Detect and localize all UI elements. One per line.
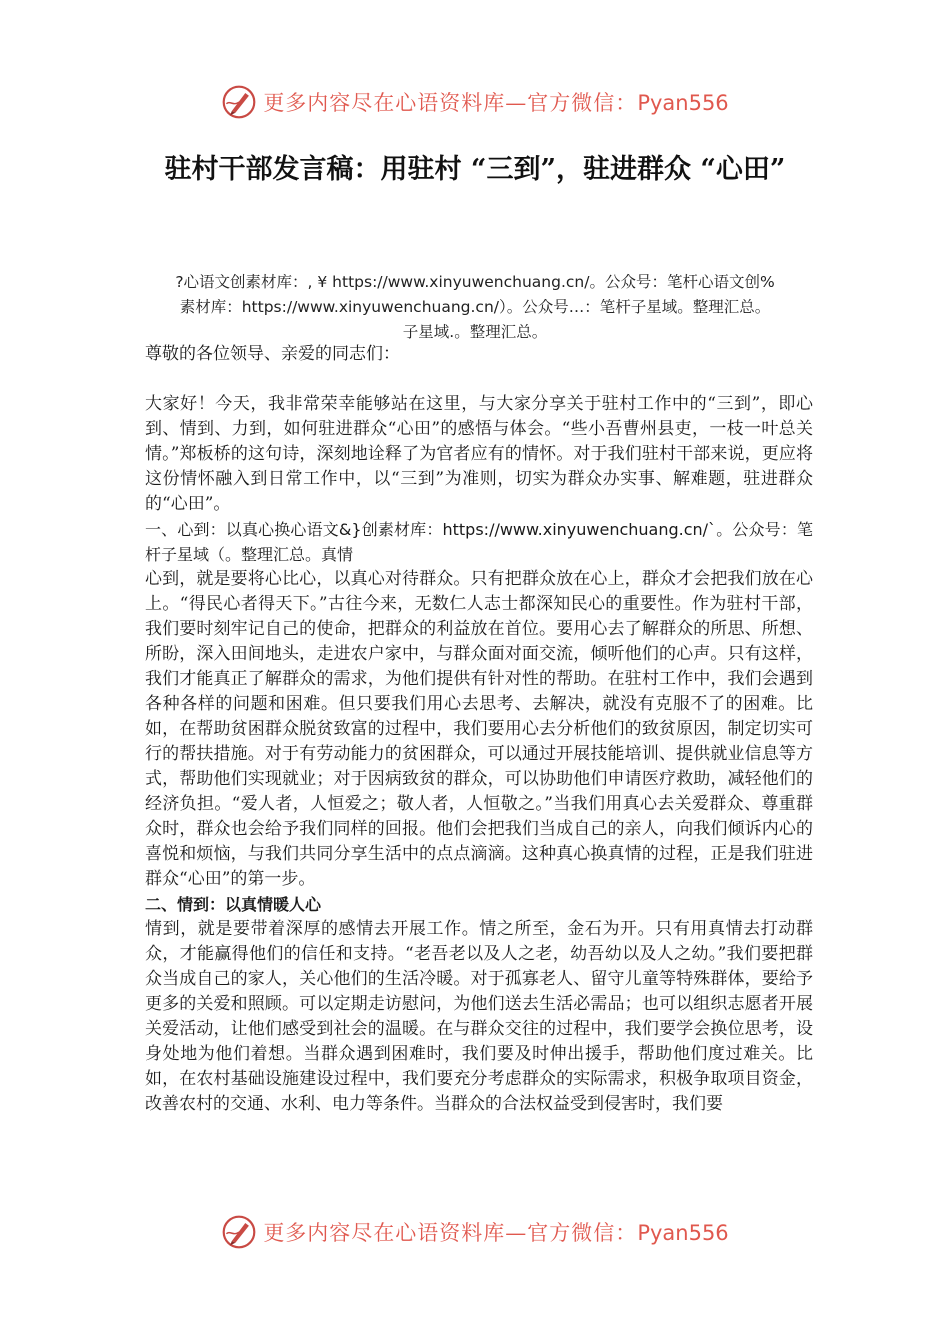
section-body-1: 心到，就是要将心比心，以真心对待群众。只有把群众放在心上，群众才会把我们放在心上。“得民心者得天下。”古往今来，无数仁人志士都深知民心的重要性。作为驻村干部，我们要时刻牢记自己的使命，把群众的利益放在首位。要用心去了解群众的所思、所想、所盼，深入田间地头，走进农户家中，与群众面对面交流，倾听他们的心声。只有这样，我们才能真正了解群众的需求，为他们提供有针对性的帮助。在驻村工作中，我们会遇到各种各样的问题和困难。但只要我们用心去思考、去解决，就没有克服不了的困难。比如，在帮助贫困群众脱贫致富的过程中，我们要用心去分析他们的致贫原因，制定切实可行的帮扶措施。对于有劳动能力的贫困群众，可以通过开展技能培训、提供就业信息等方式，帮助他们实现就业；对于因病致贫的群众，可以协助他们申请医疗救助，减轻他们的经济负担。“爱人者，人恒爱之；敬人者，人恒敬之。”当我们用真心去关爱群众、尊重群众时，群众也会给予我们同样的回报。他们会把我们当成自己的亲人，向我们倾诉内心的喜悦和烦恼，与我们共同分享生活中的点点滴滴。这种真心换真情的过程，正是我们驻进群众“心田”的第一步。 bbox=[145, 569, 813, 889]
section-heading-1: 一、心到：以真心换心语文&}创素材库：https://www.xinyuwenchuang.cn/`。公众号：笔杆子星域（。整理汇总。真情 bbox=[145, 520, 813, 564]
watermark-banner-bottom bbox=[0, 1208, 950, 1256]
pen-logo-icon bbox=[221, 84, 257, 120]
intro-paragraph: 大家好！今天，我非常荣幸能够站在这里，与大家分享关于驻村工作中的“三到”，即心到、情到、力到，如何驻进群众“心田”的感悟与体会。“些小吾曹州县吏，一枝一叶总关情。”郑板桥的这句诗，深刻地诠释了为官者应有的情怀。对于我们驻村干部来说，更应将这份情怀融入到日常工作中，以“三到”为准则，切实为群众办实事、解难题，驻进群众的“心田”。 bbox=[145, 394, 813, 514]
watermark-text: 更多内容尽在心语资料库—官方微信：Pyan556 bbox=[263, 91, 729, 115]
watermark-banner-top bbox=[0, 78, 950, 126]
source-line: 素材库：https://www.xinyuwenchuang.cn/）。公众号…：笔杆子星域。整理汇总。 bbox=[179, 298, 771, 316]
greeting: 尊敬的各位领导、亲爱的同志们： bbox=[145, 344, 400, 364]
section-body-2: 情到，就是要带着深厚的感情去开展工作。情之所至，金石为开。只有用真情去打动群众，才能赢得他们的信任和支持。“老吾老以及人之老，幼吾幼以及人之幼。”我们要把群众当成自己的家人，关心他们的生活冷暖。对于孤寡老人、留守儿童等特殊群体，要给予更多的关爱和照顾。可以定期走访慰问，为他们送去生活必需品；也可以组织志愿者开展关爱活动，让他们感受到社会的温暖。在与群众交往的过程中，我们要学会换位思考，设身处地为他们着想。当群众遇到困难时，我们要及时伸出援手，帮助他们度过难关。比如，在农村基础设施建设过程中，我们要充分考虑群众的实际需求，积极争取项目资金，改善农村的交通、水利、电力等条件。当群众的合法权益受到侵害时，我们要 bbox=[145, 919, 813, 1114]
source-note bbox=[140, 270, 810, 345]
document-title: 驻村干部发言稿：用驻村 “三到”，驻进群众 “心田” bbox=[164, 154, 786, 185]
pen-logo-icon bbox=[221, 1214, 257, 1250]
section-heading-2: 二、情到：以真情暖人心 bbox=[145, 895, 322, 914]
watermark-text: 更多内容尽在心语资料库—官方微信：Pyan556 bbox=[263, 1221, 729, 1245]
source-line: 子星域.。整理汇总。 bbox=[402, 323, 548, 341]
document-body bbox=[145, 342, 813, 1117]
source-line: ?心语文创素材库：, ¥ https://www.xinyuwenchuang.cn/。公众号：笔杆心语文创% bbox=[175, 273, 775, 291]
